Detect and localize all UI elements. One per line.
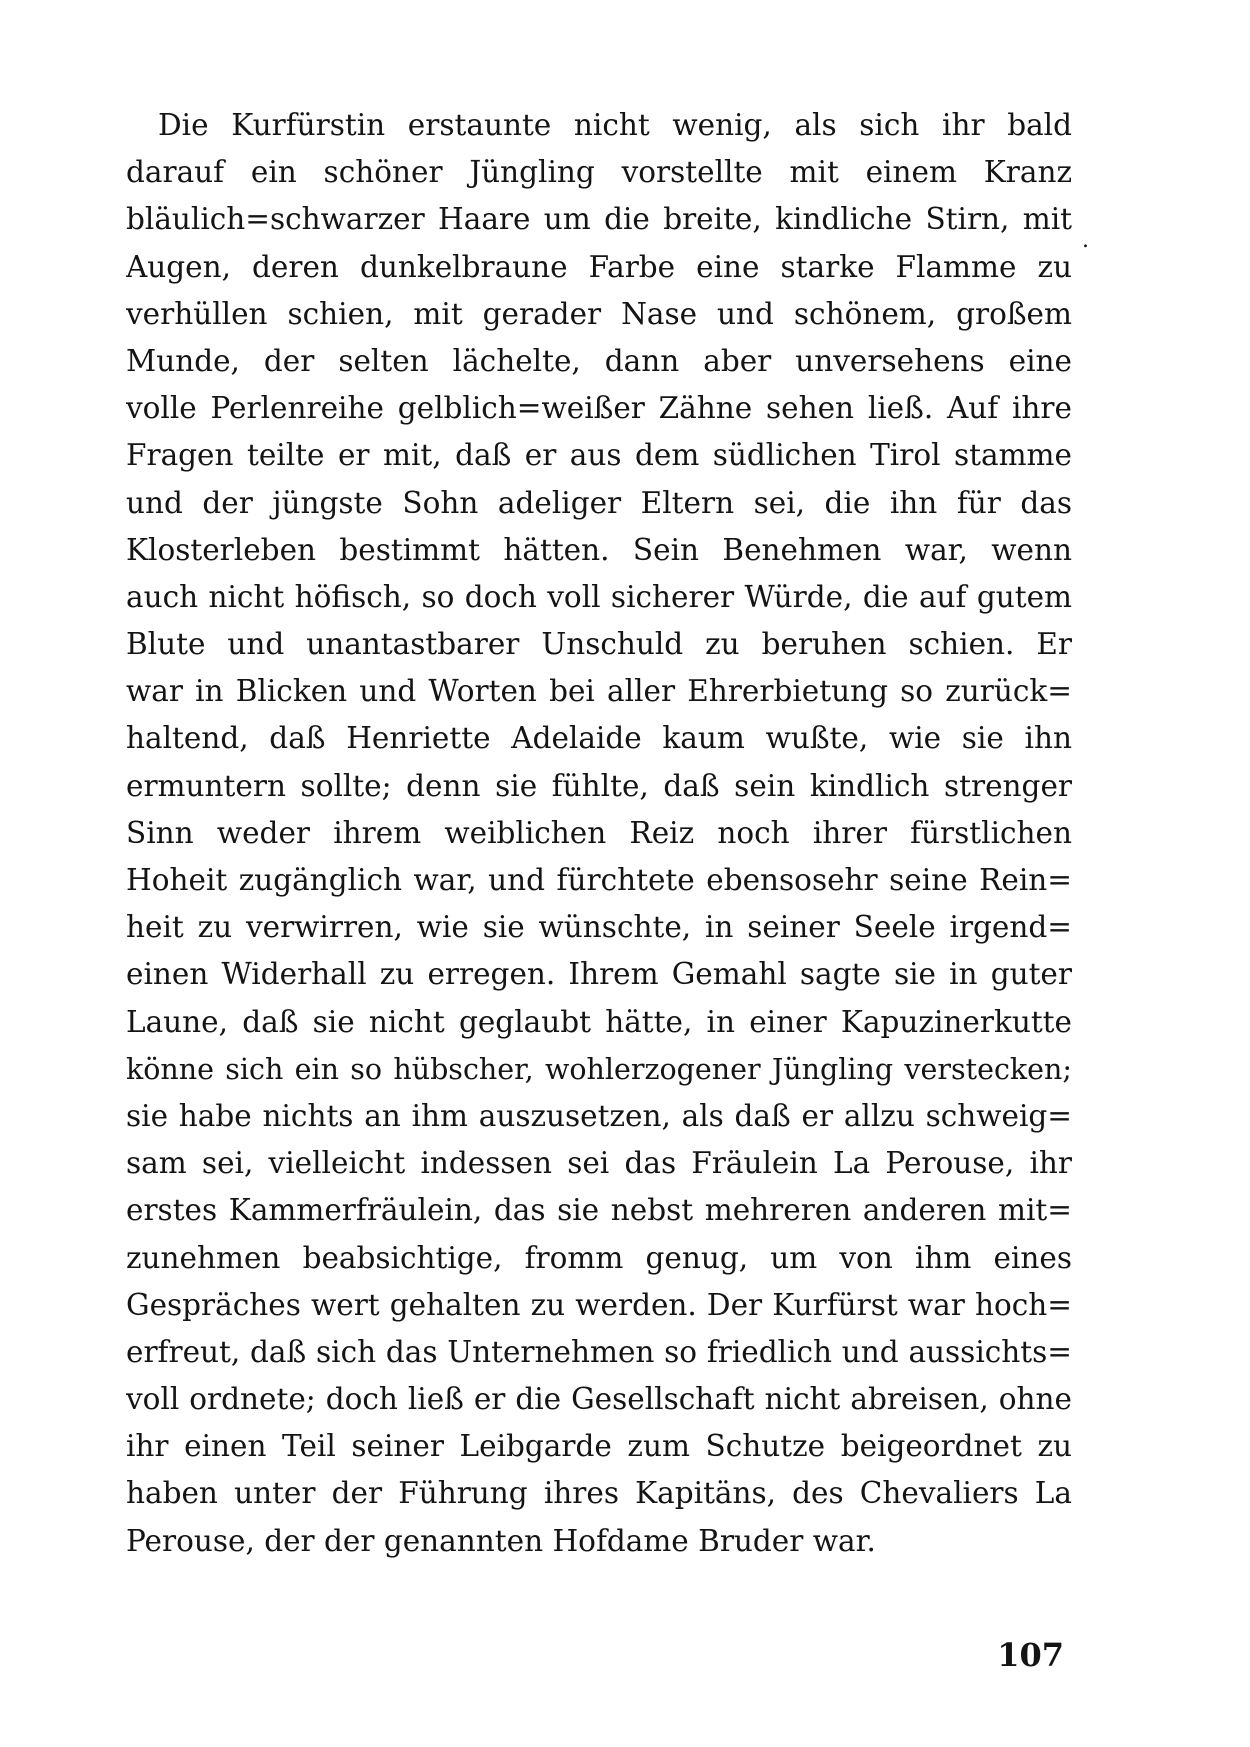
- text-line: Blute und unantastbarer Unschuld zu beruhen schien. Er: [126, 627, 1072, 662]
- text-line: ihr einen Teil seiner Leibgarde zum Schutze beigeordnet zu: [126, 1429, 1072, 1464]
- text-line: auch nicht höfisch, so doch voll sicherer Würde, die auf gutem: [126, 579, 1072, 614]
- text-line: volle Perlenreihe gelblich=weißer Zähne sehen ließ. Auf ihre: [126, 391, 1072, 426]
- text-line: und der jüngste Sohn adeliger Eltern sei, die ihn für das: [126, 485, 1072, 520]
- text-line: Fragen teilte er mit, daß er aus dem südlichen Tirol stamme: [126, 438, 1072, 473]
- text-line: einen Widerhall zu erregen. Ihrem Gemahl sagte sie in guter: [126, 957, 1072, 992]
- text-line: Perouse, der der genannten Hofdame Bruder war.: [126, 1523, 876, 1558]
- text-line: Klosterleben bestimmt hätten. Sein Benehmen war, wenn: [126, 532, 1072, 567]
- text-line: Augen, deren dunkelbraune Farbe eine starke Flamme zu: [126, 249, 1072, 284]
- text-line: zunehmen beabsichtige, fromm genug, um von ihm eines: [126, 1240, 1072, 1275]
- text-line: bläulich=schwarzer Haare um die breite, kindliche Stirn, mit: [126, 202, 1072, 237]
- text-line: war in Blicken und Worten bei aller Ehrerbietung so zurück=: [126, 674, 1072, 709]
- text-line: verhüllen schien, mit gerader Nase und schönem, großem: [126, 296, 1072, 331]
- text-line: Hoheit zugänglich war, und fürchtete ebensosehr seine Rein=: [126, 863, 1072, 897]
- text-line: Die Kurfürstin erstaunte nicht wenig, als sich ihr bald: [158, 108, 1072, 142]
- text-line: Sinn weder ihrem weiblichen Reiz noch ihrer fürstlichen: [126, 815, 1072, 850]
- text-line: erstes Kammerfräulein, das sie nebst mehreren anderen mit=: [126, 1193, 1072, 1228]
- text-line: voll ordnete; doch ließ er die Gesellschaft nicht abreisen, ohne: [126, 1382, 1072, 1417]
- text-line: Gespräches wert gehalten zu werden. Der Kurfürst war hoch=: [126, 1287, 1072, 1322]
- stray-ink-mark: .: [1082, 228, 1089, 253]
- text-line: darauf ein schöner Jüngling vorstellte mit einem Kranz: [126, 155, 1072, 190]
- text-line: sam sei, vielleicht indessen sei das Fräulein La Perouse, ihr: [126, 1146, 1072, 1181]
- text-line: heit zu verwirren, wie sie wünschte, in seiner Seele irgend=: [126, 910, 1072, 945]
- page-number: 107: [997, 1636, 1064, 1674]
- text-line: haltend, daß Henriette Adelaide kaum wußte, wie sie ihn: [126, 721, 1072, 756]
- text-line: Munde, der selten lächelte, dann aber unversehens eine: [126, 343, 1072, 378]
- text-line: ermuntern sollte; denn sie fühlte, daß sein kindlich strenger: [126, 768, 1072, 803]
- text-line: könne sich ein so hübscher, wohlerzogener Jüngling verstecken;: [126, 1052, 1072, 1086]
- text-line: Laune, daß sie nicht geglaubt hätte, in einer Kapuzinerkutte: [126, 1004, 1072, 1039]
- text-line: erfreut, daß sich das Unternehmen so friedlich und aussichts=: [126, 1334, 1072, 1369]
- text-line: haben unter der Führung ihres Kapitäns, des Chevaliers La: [126, 1476, 1072, 1511]
- text-line: sie habe nichts an ihm auszusetzen, als daß er allzu schweig=: [126, 1098, 1072, 1133]
- body-text: [126, 102, 1072, 1565]
